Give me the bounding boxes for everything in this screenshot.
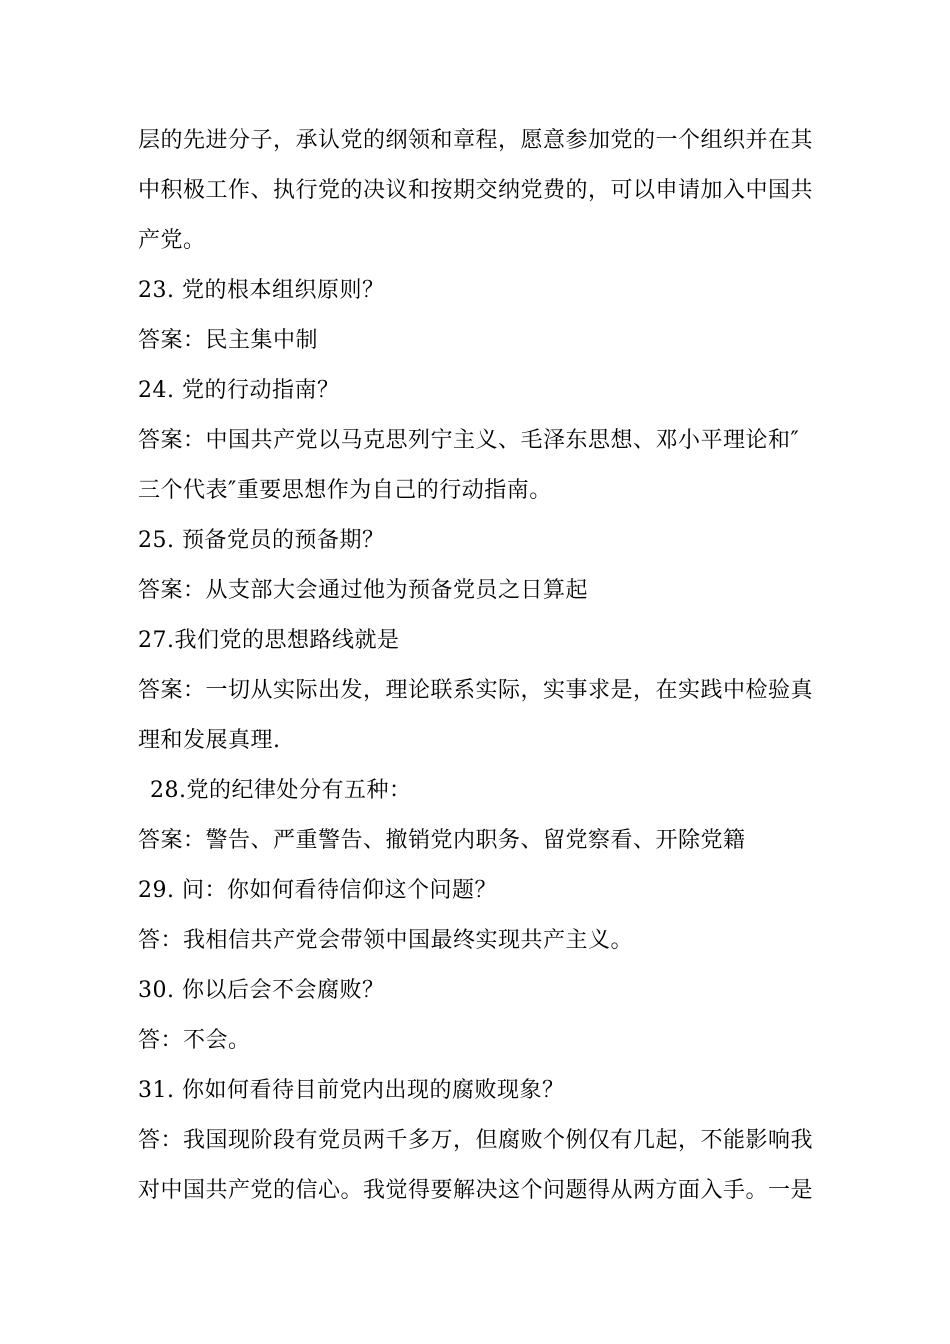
answer-27-continued: 理和发展真理. [138,728,281,753]
question-28: 28.党的纪律处分有五种： [150,778,412,803]
paragraph-line: 层的先进分子，承认党的纲领和章程，愿意参加党的一个组织并在其 [138,128,814,153]
question-29: 29. 问：你如何看待信仰这个问题？ [138,878,497,903]
paragraph-line: 产党。 [138,228,206,253]
answer-25: 答案：从支部大会通过他为预备党员之日算起 [138,578,589,603]
answer-24: 答案：中国共产党以马克思列宁主义、毛泽东思想、邓小平理论和″ [138,428,800,453]
answer-27: 答案：一切从实际出发，理论联系实际，实事求是，在实践中检验真 [138,678,814,703]
answer-29: 答：我相信共产党会带领中国最终实现共产主义。 [138,928,634,953]
answer-31-continued: 对中国共产党的信心。我觉得要解决这个问题得从两方面入手。一是 [138,1178,814,1203]
answer-24-continued: 三个代表″重要思想作为自己的行动指南。 [138,478,552,503]
answer-28: 答案：警告、严重警告、撤销党内职务、留党察看、开除党籍 [138,828,746,853]
document-body [138,116,828,1216]
question-27: 27.我们党的思想路线就是 [138,628,400,653]
question-23: 23. 党的根本组织原则？ [138,278,385,303]
answer-23: 答案：民主集中制 [138,328,319,353]
question-30: 30. 你以后会不会腐败？ [138,978,385,1003]
question-31: 31. 你如何看待目前党内出现的腐败现象？ [138,1078,565,1103]
paragraph-line: 中积极工作、执行党的决议和按期交纳党费的，可以申请加入中国共 [138,178,814,203]
answer-31: 答：我国现阶段有党员两千多万，但腐败个例仅有几起，不能影响我 [138,1128,814,1153]
question-24: 24. 党的行动指南？ [138,378,340,403]
question-25: 25. 预备党员的预备期？ [138,528,385,553]
answer-30: 答：不会。 [138,1028,251,1053]
